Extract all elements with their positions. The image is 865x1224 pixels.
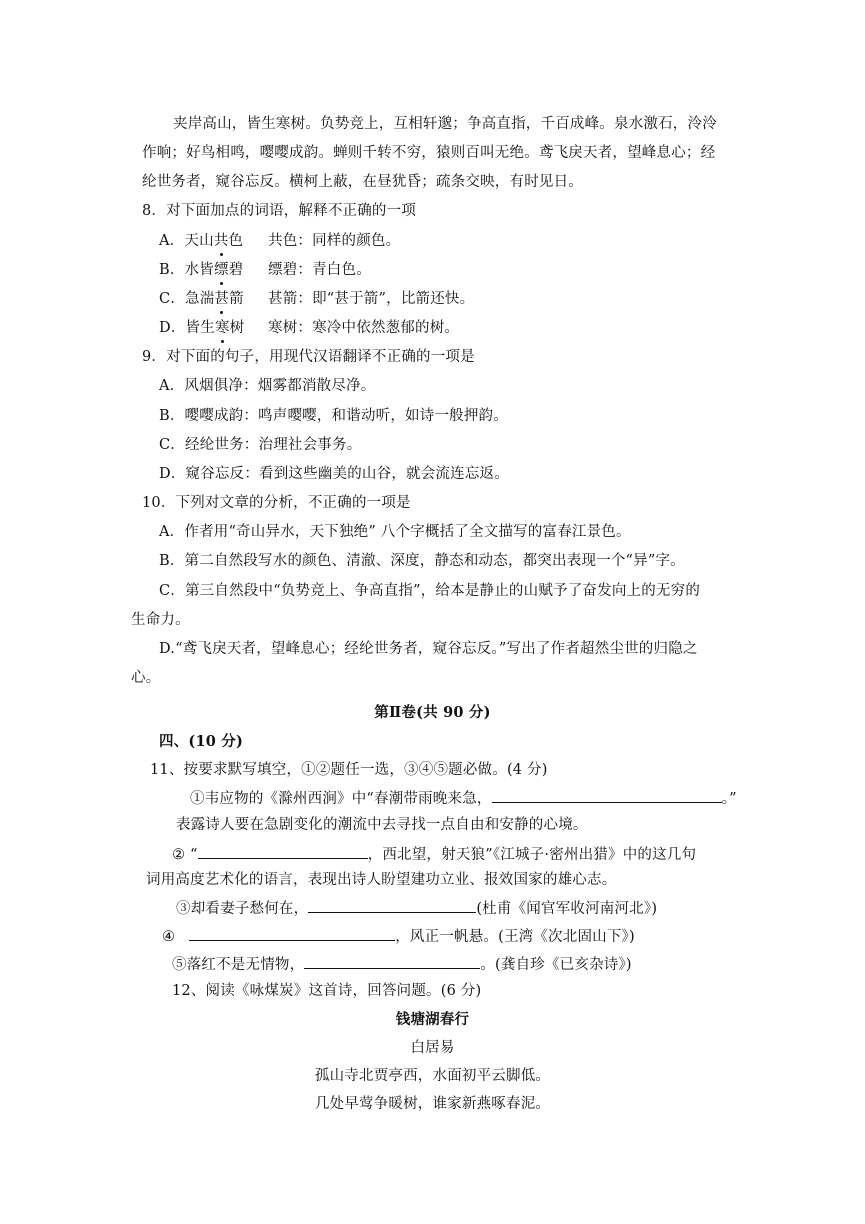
q11-item-1 bbox=[190, 787, 737, 809]
q11-item-3 bbox=[176, 897, 657, 919]
q11-item-2-prefix: ② “ bbox=[172, 847, 198, 863]
q10-option-c-line-1: C．第三自然段中“负势竞上、争高直指”，给本是静止的山赋予了奋发向上的无穷的 bbox=[159, 583, 701, 599]
passage-line-1: 夹岸高山，皆生寒树。负势竞上，互相轩邈；争高直指，千百成峰。泉水激石，泠泠 bbox=[173, 116, 717, 132]
q9-option-b: B．嘤嘤成韵：鸣声嘤嘤，和谐动听，如诗一般押韵。 bbox=[159, 408, 508, 424]
passage-line-3: 纶世务者，窥谷忘反。横柯上蔽，在昼犹昏；疏条交映，有时见日。 bbox=[142, 174, 583, 190]
q8-option-d bbox=[159, 318, 244, 338]
q11-item-1-blank[interactable] bbox=[492, 787, 722, 803]
q12-stem: 12、阅读《咏煤炭》这首诗，回答问题。(6 分) bbox=[172, 983, 482, 999]
q10-option-c-line-2: 生命力。 bbox=[131, 612, 190, 628]
q11-item-4-prefix: ④ bbox=[162, 929, 176, 945]
q11-item-2 bbox=[172, 843, 696, 865]
q10-option-d-line-2: 心。 bbox=[131, 670, 161, 686]
poem-line-1: 孤山寺北贾亭西，水面初平云脚低。 bbox=[314, 1068, 551, 1084]
poem-line-2: 几处早莺争暖树，谁家新燕啄春泥。 bbox=[314, 1096, 551, 1112]
q11-item-4-suffix: ，风正一帆悬。(王湾《次北固山下》) bbox=[395, 929, 635, 945]
q8-option-c-gloss: 甚箭：即“甚于箭”，比箭还快。 bbox=[268, 291, 475, 307]
q8-option-a bbox=[159, 231, 243, 251]
q11-item-2-suffix: ，西北望，射天狼”《江城子·密州出猎》中的这几句 bbox=[367, 847, 697, 863]
q8-option-d-prefix: D．皆生 bbox=[159, 320, 215, 336]
q8-option-b-gloss: 缥碧：青白色。 bbox=[268, 262, 371, 278]
q11-item-5-blank[interactable] bbox=[304, 953, 480, 969]
q11-item-1-suffix: 。” bbox=[721, 791, 737, 807]
q9-option-a: A．风烟俱净：烟雾都消散尽净。 bbox=[159, 378, 376, 394]
q8-option-c bbox=[159, 289, 244, 309]
q11-item-2-line-2: 词用高度艺术化的语言，表现出诗人盼望建功立业、报效国家的雄心志。 bbox=[146, 872, 617, 888]
q11-item-4-blank[interactable] bbox=[189, 925, 395, 941]
q8-option-d-after: 树 bbox=[229, 320, 245, 336]
q11-item-5 bbox=[172, 953, 632, 975]
q8-option-a-dotted: 共 bbox=[213, 233, 229, 249]
q11-item-5-suffix: 。(龚自珍《已亥杂诗》) bbox=[480, 957, 632, 973]
q10-option-b: B．第二自然段写水的颜色、清澈、深度，静态和动态，都突出表现一个“异”字。 bbox=[159, 553, 685, 569]
q11-item-3-prefix: ③却看妻子愁何在， bbox=[176, 901, 309, 917]
q11-item-1-prefix: ①韦应物的《滁州西涧》中“春潮带雨晚来急， bbox=[190, 791, 492, 807]
q8-option-b-dotted: 缥 bbox=[213, 262, 229, 278]
q8-option-c-after: 箭 bbox=[229, 291, 244, 307]
q11-item-3-blank[interactable] bbox=[308, 897, 476, 913]
q10-option-d-line-1: D.“鸢飞戾天者，望峰息心；经纶世务者，窥谷忘反。”写出了作者超然尘世的归隐之 bbox=[159, 641, 698, 657]
section-4-heading: 四、(10 分) bbox=[159, 733, 244, 750]
q11-stem: 11、按要求默写填空，①②题任一选，③④⑤题必做。(4 分) bbox=[150, 762, 548, 778]
poem-author: 白居易 bbox=[410, 1040, 455, 1056]
q8-option-a-prefix: A．天山 bbox=[159, 233, 214, 249]
q10-option-a: A．作者用“奇山异水，天下独绝” 八个字概括了全文描写的富春江景色。 bbox=[159, 524, 631, 540]
q9-stem: 9．对下面的句子，用现代汉语翻译不正确的一项是 bbox=[142, 349, 475, 365]
poem-title: 钱塘湖春行 bbox=[395, 1011, 470, 1028]
q8-option-a-gloss: 共色：同样的颜色。 bbox=[268, 233, 401, 249]
q11-item-4 bbox=[162, 925, 635, 947]
q8-option-c-dotted: 甚 bbox=[214, 291, 230, 307]
q8-option-c-prefix: C．急湍 bbox=[159, 291, 215, 307]
q9-option-c: C．经纶世务：治理社会事务。 bbox=[159, 437, 362, 453]
q8-option-b bbox=[159, 260, 243, 280]
q8-option-d-dotted: 寒 bbox=[214, 320, 230, 336]
q10-stem: 10．下列对文章的分析，不正确的一项是 bbox=[142, 495, 411, 511]
q8-option-b-after: 碧 bbox=[228, 262, 244, 278]
part2-title: 第Ⅱ卷(共 90 分) bbox=[374, 704, 491, 721]
q8-option-a-after: 色 bbox=[228, 233, 244, 249]
q11-item-5-prefix: ⑤落红不是无情物， bbox=[172, 957, 305, 973]
q11-item-2-blank[interactable] bbox=[198, 843, 368, 859]
q11-item-1-line-2: 表露诗人要在急剧变化的潮流中去寻找一点自由和安静的心境。 bbox=[176, 817, 588, 833]
q8-option-d-gloss: 寒树：寒冷中依然葱郁的树。 bbox=[268, 320, 460, 336]
q9-option-d: D．窥谷忘反：看到这些幽美的山谷，就会流连忘返。 bbox=[159, 466, 509, 482]
q11-item-3-suffix: (杜甫《闻官军收河南河北》) bbox=[476, 901, 658, 917]
q8-stem: 8．对下面加点的词语，解释不正确的一项 bbox=[142, 203, 417, 219]
passage-line-2: 作响；好鸟相鸣，嘤嘤成韵。蝉则千转不穷，猿则百叫无绝。鸢飞戾天者，望峰息心；经 bbox=[142, 145, 716, 161]
q8-option-b-prefix: B．水皆 bbox=[159, 262, 214, 278]
